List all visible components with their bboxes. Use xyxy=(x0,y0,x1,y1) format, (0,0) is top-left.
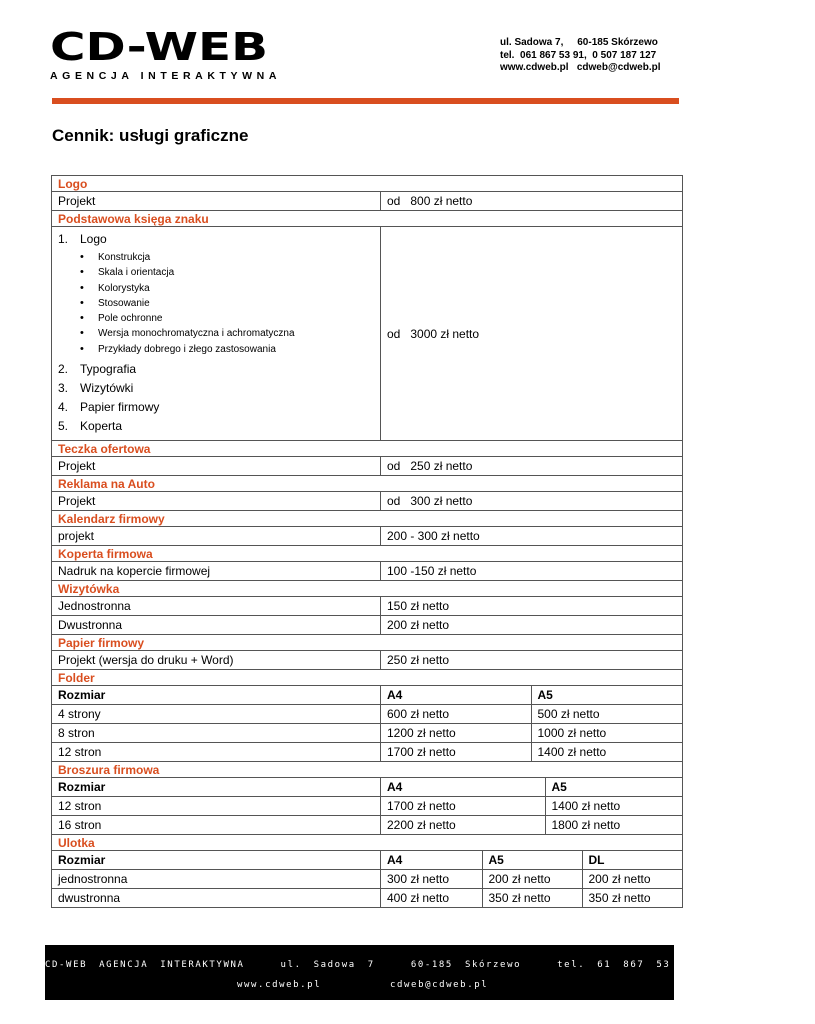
table-row xyxy=(52,616,683,635)
item-label: 12 stron xyxy=(52,797,381,816)
contact-web-email: www.cdweb.pl cdweb@cdweb.pl xyxy=(500,62,661,73)
column-header: A5 xyxy=(537,688,553,703)
price-a4: 300 zł netto xyxy=(381,870,482,888)
table-row xyxy=(52,816,683,835)
section-broszura: Broszura firmowa xyxy=(52,762,683,778)
table-row xyxy=(52,562,683,581)
table-row xyxy=(52,743,683,762)
table-row xyxy=(52,457,683,476)
table-row xyxy=(52,651,683,670)
table-row xyxy=(52,227,683,441)
item-label: Jednostronna xyxy=(52,597,381,616)
item-label: 4 strony xyxy=(52,705,381,724)
price-a5: 200 zł netto xyxy=(482,870,582,888)
section-koperta: Koperta firmowa xyxy=(52,546,683,562)
list-number: 1. xyxy=(58,232,69,246)
logo-tagline: AGENCJA INTERAKTYWNA xyxy=(50,70,282,82)
footer-contact-line: CD-WEB AGENCJA INTERAKTYWNA ul. Sadowa 7 60-185 Skórzewo tel. 61 867 53 91, 507 187 127 xyxy=(45,960,815,970)
column-header: A5 xyxy=(551,780,567,795)
price-table xyxy=(51,175,683,908)
item-label: Projekt xyxy=(52,492,381,511)
ksiega-contents xyxy=(52,227,381,441)
item-price: 100 -150 zł netto xyxy=(381,562,683,581)
item-label: 8 stron xyxy=(52,724,381,743)
column-header: Rozmiar xyxy=(52,851,381,870)
table-row xyxy=(52,870,683,889)
price-a5: 1800 zł netto xyxy=(551,818,621,833)
item-label: Projekt xyxy=(52,192,381,211)
item-price: 200 - 300 zł netto xyxy=(381,527,683,546)
item-label: Projekt (wersja do druku + Word) xyxy=(52,651,381,670)
item-label: Projekt xyxy=(52,457,381,476)
logo-wordmark: CD-WEB xyxy=(50,25,268,69)
list-item: Logo xyxy=(80,232,107,246)
item-label: 12 stron xyxy=(52,743,381,762)
price-a5: 500 zł netto xyxy=(537,707,600,722)
item-label: Dwustronna xyxy=(52,616,381,635)
column-header: A4 xyxy=(381,686,531,704)
bullet-item: • Konstrukcja xyxy=(58,250,380,265)
ksiega-logo-bullets xyxy=(58,250,380,357)
price-a5: 350 zł netto xyxy=(482,889,582,907)
footer-email[interactable]: cdweb@cdweb.pl xyxy=(390,980,489,990)
item-price: od 3000 zł netto xyxy=(381,227,683,441)
company-logo xyxy=(50,25,282,82)
table-row xyxy=(52,705,683,724)
page-title: Cennik: usługi graficzne xyxy=(52,126,249,145)
price-a4: 1700 zł netto xyxy=(381,797,545,815)
price-a5: 1400 zł netto xyxy=(551,799,621,814)
table-row xyxy=(52,889,683,908)
bullet-item: • Kolorystyka xyxy=(58,281,380,296)
table-row xyxy=(52,597,683,616)
footer-website[interactable]: www.cdweb.pl xyxy=(237,980,322,990)
section-ksiega: Podstawowa księga znaku xyxy=(52,211,683,227)
bullet-item: • Pole ochronne xyxy=(58,311,380,326)
price-a4: 600 zł netto xyxy=(381,705,531,723)
price-a4: 1700 zł netto xyxy=(381,743,531,761)
price-a5: 1000 zł netto xyxy=(537,726,607,741)
list-number: 4. xyxy=(58,400,69,415)
table-row xyxy=(52,527,683,546)
bullet-item: • Skala i orientacja xyxy=(58,265,380,280)
header-contact xyxy=(500,37,661,75)
cdweb-logo-graphic xyxy=(50,25,270,69)
item-label: dwustronna xyxy=(52,889,381,908)
item-label: projekt xyxy=(52,527,381,546)
price-a5: 1400 zł netto xyxy=(537,745,607,760)
price-a4: 1200 zł netto xyxy=(381,724,531,742)
table-row xyxy=(52,492,683,511)
bullet-item: • Wersja monochromatyczna i achromatyczna xyxy=(58,326,380,341)
item-label: 16 stron xyxy=(52,816,381,835)
section-papier: Papier firmowy xyxy=(52,635,683,651)
table-row xyxy=(52,192,683,211)
table-row xyxy=(52,724,683,743)
item-price: 150 zł netto xyxy=(381,597,683,616)
section-ulotka: Ulotka xyxy=(52,835,683,851)
section-teczka: Teczka ofertowa xyxy=(52,441,683,457)
contact-phone: tel. 061 867 53 91, 0 507 187 127 xyxy=(500,49,657,61)
list-item: Papier firmowy xyxy=(80,400,160,415)
column-header: Rozmiar xyxy=(52,778,381,797)
column-header: A4 xyxy=(381,778,545,796)
section-logo: Logo xyxy=(52,176,683,192)
column-header: Rozmiar xyxy=(52,686,381,705)
item-label: Nadruk na kopercie firmowej xyxy=(52,562,381,581)
item-price: 200 zł netto xyxy=(381,616,683,635)
item-price: od 800 zł netto xyxy=(381,192,683,211)
item-price: od 250 zł netto xyxy=(381,457,683,476)
price-a4: 2200 zł netto xyxy=(381,816,545,834)
price-dl: 200 zł netto xyxy=(588,872,651,887)
contact-address: ul. Sadowa 7, 60-185 Skórzewo xyxy=(500,37,658,48)
price-a4: 400 zł netto xyxy=(381,889,482,907)
table-header-row xyxy=(52,778,683,797)
section-auto: Reklama na Auto xyxy=(52,476,683,492)
header-divider xyxy=(52,98,679,104)
column-header: DL xyxy=(588,853,605,868)
item-label: jednostronna xyxy=(52,870,381,889)
section-wizytowka: Wizytówka xyxy=(52,581,683,597)
list-number: 2. xyxy=(58,362,69,377)
table-header-row xyxy=(52,686,683,705)
table-row xyxy=(52,797,683,816)
section-kalendarz: Kalendarz firmowy xyxy=(52,511,683,527)
list-item: Wizytówki xyxy=(80,381,134,396)
price-dl: 350 zł netto xyxy=(588,891,651,906)
table-header-row xyxy=(52,851,683,870)
bullet-item: • Przykłady dobrego i złego zastosowania xyxy=(58,342,380,357)
section-folder: Folder xyxy=(52,670,683,686)
item-price: 250 zł netto xyxy=(381,651,683,670)
column-header: A4 xyxy=(381,851,482,869)
column-header: A5 xyxy=(482,851,582,869)
list-number: 5. xyxy=(58,419,69,434)
list-item: Typografia xyxy=(80,362,137,377)
bullet-item: • Stosowanie xyxy=(58,296,380,311)
list-item: Koperta xyxy=(80,419,123,434)
list-number: 3. xyxy=(58,381,69,396)
page-footer xyxy=(45,945,815,1000)
item-price: od 300 zł netto xyxy=(381,492,683,511)
